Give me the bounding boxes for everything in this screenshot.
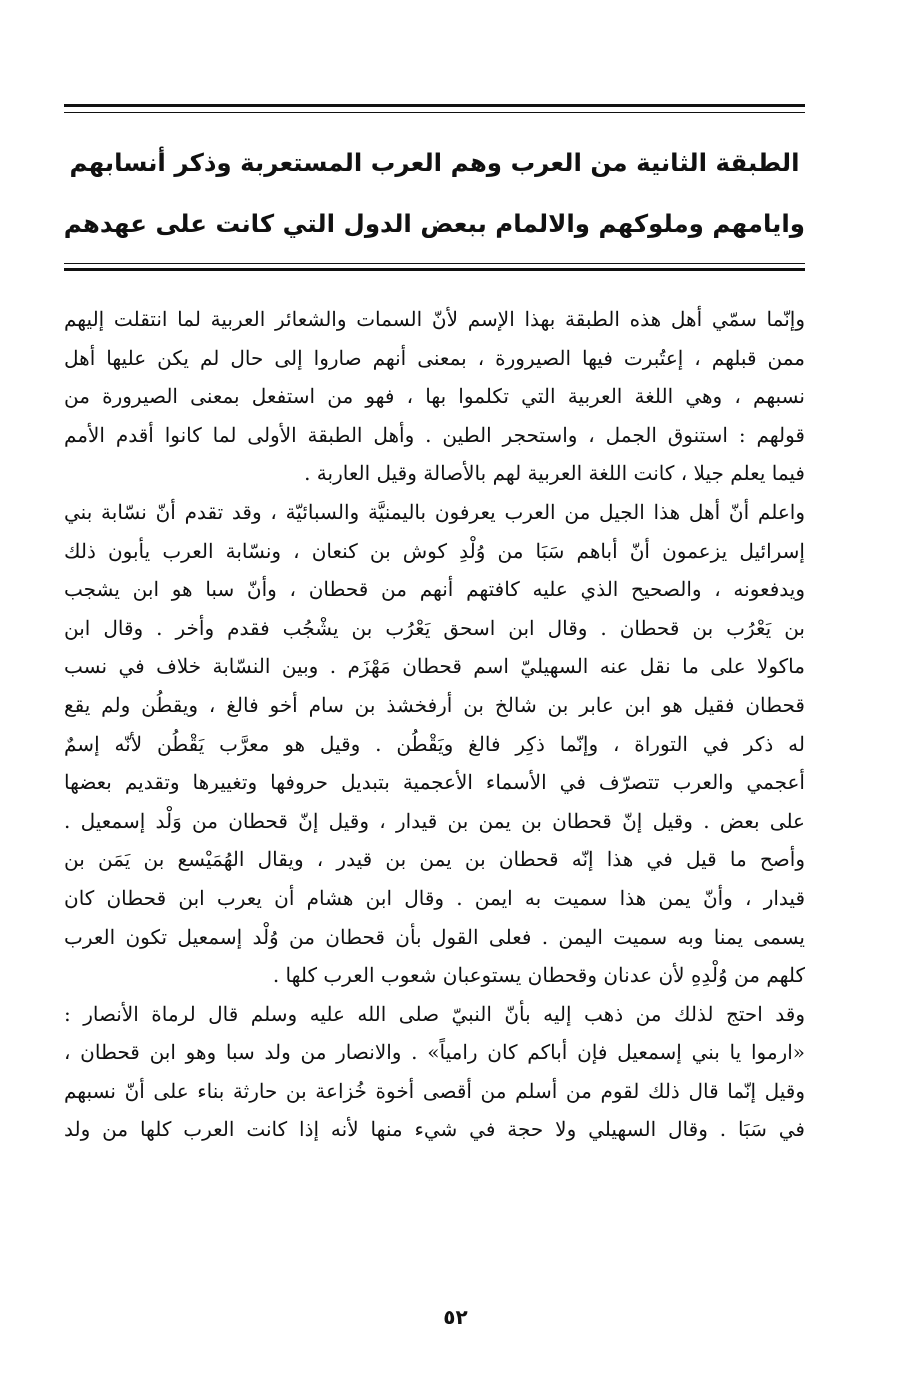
chapter-title [64, 132, 805, 254]
body-line: ويدفعونه ، والصحيح الذي عليه كافتهم أنهم من قحطان ، وأنّ سبا هو ابن يشجب [64, 577, 805, 602]
header-rule-bottom-thick [64, 268, 805, 271]
body-line: ممن قبلهم ، إعتُبرت فيها الصيرورة ، بمعنى أنهم صاروا إلى حال لم يكن عليها أهل [64, 345, 805, 370]
body-line: وإنّما سمّي أهل هذه الطبقة بهذا الإسم لأنّ السمات والشعائر العربية لما انتقلت إليهم [64, 307, 805, 331]
body-line: بن يَعْرُب بن قحطان . وقال ابن اسحق يَعْرُب بن يشْجُب فقدم وأخر . وقال ابن [64, 615, 805, 640]
body-line: أعجمي والعرب تتصرّف في الأسماء الأعجمية بتبديل حروفها وتغييرها وتقديم بعضها [64, 770, 805, 795]
body-line: وقيل إنّما قال ذلك لقوم من أسلم من أقصى أخوة خُزاعة بن حارثة بناء على أنّ نسبهم [64, 1078, 805, 1103]
chapter-title-line: وايامهم وملوكهم والالمام ببعض الدول التي كانت على عهدهم [63, 209, 805, 238]
body-line: كلهم من وُلْدِهِ لأن عدنان وقحطان يستوعبان شعوب العرب كلها . [272, 963, 805, 988]
body-line: له ذكر في التوراة ، وإنّما ذكِر فالغ ويَقْطُن . وقيل هو معرَّب يَقْطُن لأنّه إسمٌ [64, 731, 805, 756]
body-line: «ارموا يا بني إسمعيل فإن أباكم كان رامياً» . والانصار من ولد سبا وهو ابن قحطان ، [64, 1040, 805, 1065]
body-line: قحطان فقيل هو ابن عابر بن شالخ بن أرفخشذ بن سام أخو فالغ ، ويقطُن ولم يقع [64, 692, 805, 717]
page-number: ٥٢ [443, 1305, 468, 1329]
body-line: نسبهم ، وهي اللغة العربية التي تكلموا بها ، فهو من استفعل بمعنى الصيرورة من [64, 384, 805, 409]
body-line: ماكولا على ما نقل عنه السهيليّ اسم قحطان مَهْزَم . وبين النسّابة خلاف في نسب [64, 654, 805, 679]
body-line: وقد احتج لذلك من ذهب إليه بأنّ النبيّ صلى الله عليه وسلم قال لرماة الأنصار : [64, 1001, 805, 1026]
chapter-title-line: الطبقة الثانية من العرب وهم العرب المستعربة وذكر أنسابهم [69, 148, 800, 177]
body-line: قولهم : استنوق الجمل ، واستحجر الطين . وأهل الطبقة الأولى لما كانوا أقدم الأمم [64, 422, 805, 447]
header-rule-top-thick [64, 104, 805, 107]
body-line: واعلم أنّ أهل هذا الجيل من العرب يعرفون باليمنيَّة والسبائيّة ، وقد تقدم أنّ نسّابة بني [64, 499, 805, 524]
body-line: فيما يعلم جيلا ، كانت اللغة العربية لهم بالأصالة وقيل العاربة . [304, 461, 805, 486]
body-line: إسرائيل يزعمون أنّ أباهم سَبَا من وُلْدِ كوش بن كنعان ، ونسّابة العرب يأبون ذلك [64, 538, 805, 563]
header-rule-bottom-thin [64, 263, 805, 264]
header-rule-top-thin [64, 112, 805, 113]
body-line: قيدار ، وأنّ يمن هذا سميت به ايمن . وقال ابن هشام أن يعرب ابن قحطان كان [64, 885, 805, 910]
body-text [64, 300, 805, 1149]
body-line: على بعض . وقيل إنّ قحطان بن يمن بن قيدار ، وقيل إنّ قحطان من وَلْد إسمعيل . [64, 808, 805, 833]
body-line: وأصح ما قيل في هذا إنّه قحطان بن يمن بن قيدر ، ويقال الهُمَيْسع بن يَمَن بن [64, 847, 805, 872]
body-line: يسمى يمنا وبه سميت اليمن . فعلى القول بأن قحطان من وُلْد إسمعيل تكون العرب [64, 924, 805, 949]
body-line: في سَبَا . وقال السهيلي ولا حجة في شيء منها لأنه إذا كانت العرب كلها من ولد [64, 1117, 805, 1142]
